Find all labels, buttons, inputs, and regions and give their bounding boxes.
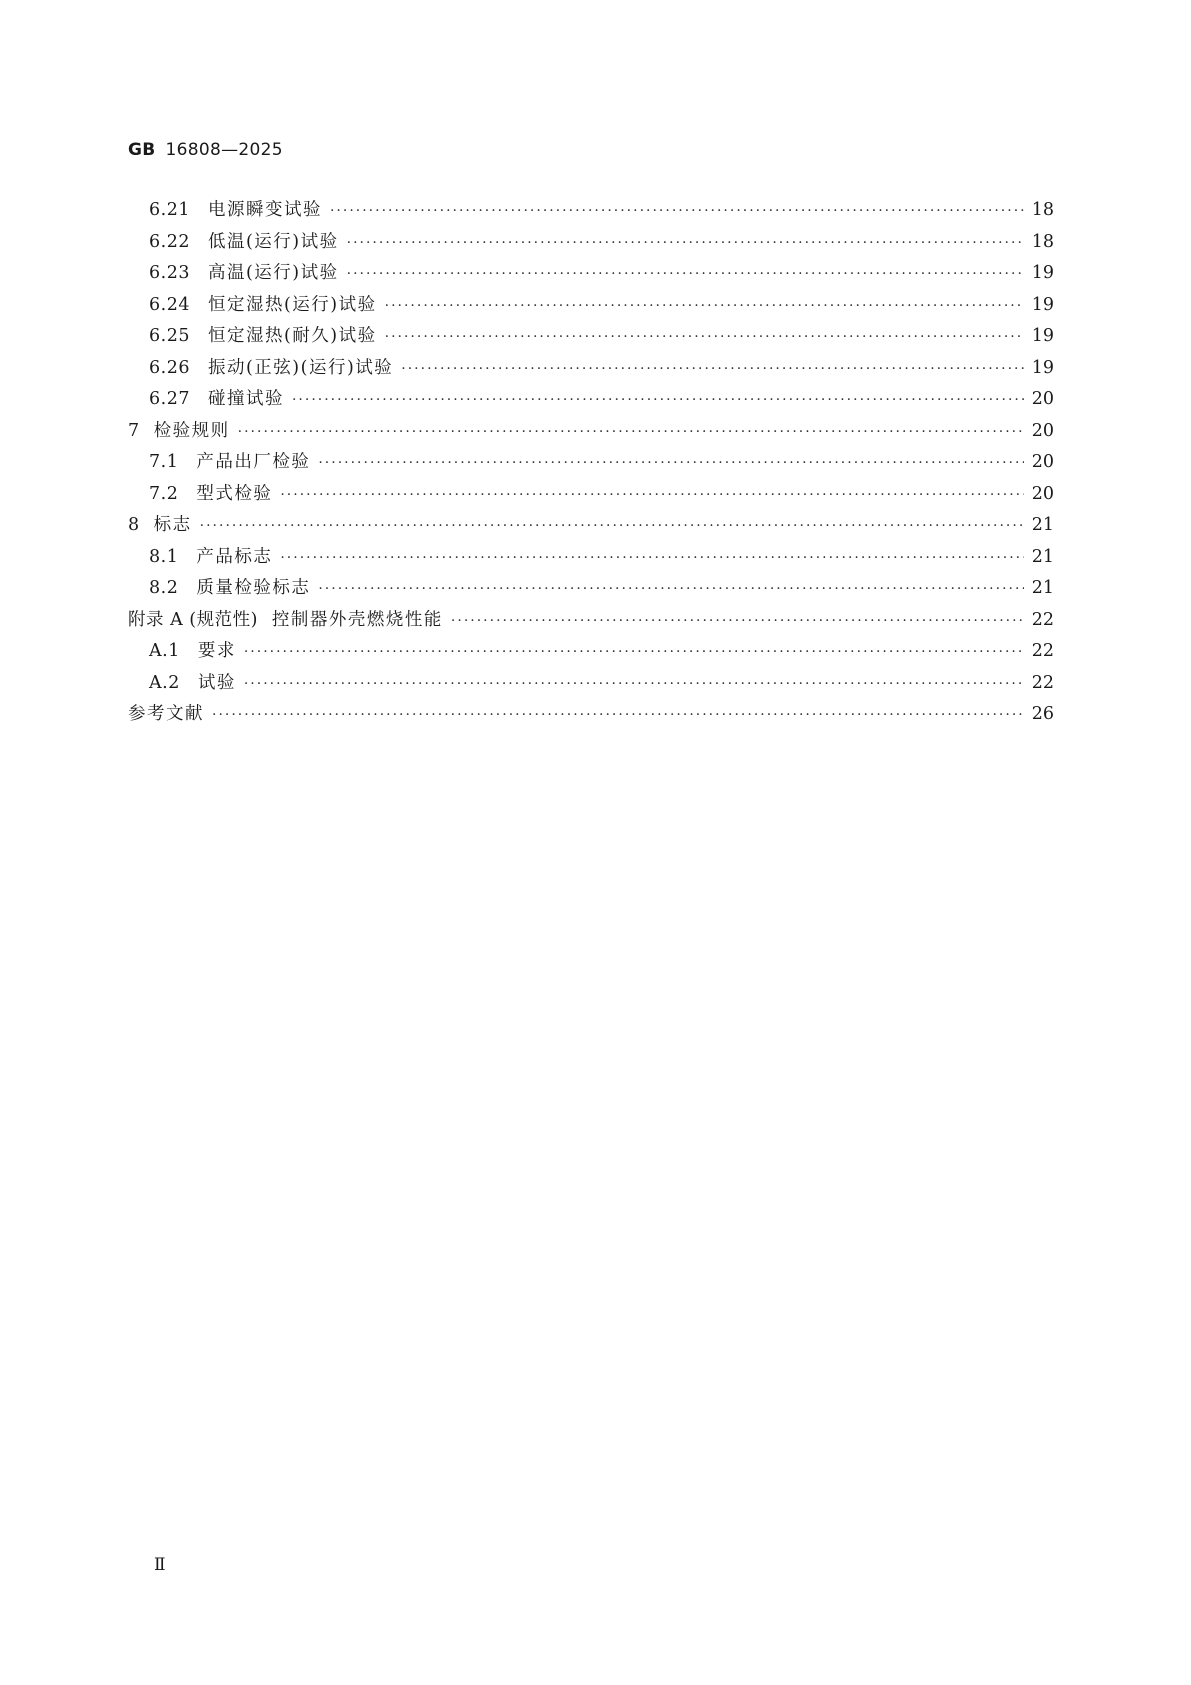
toc-entry[interactable] (128, 384, 1054, 416)
page-header (128, 140, 283, 160)
toc-entry-number: 8.1 (149, 546, 179, 567)
toc-entry[interactable] (128, 258, 1054, 290)
toc-entry-title: 型式检验 (196, 483, 273, 504)
toc-dot-leader (200, 511, 1024, 543)
toc-entry-title: 恒定湿热(运行)试验 (207, 294, 377, 315)
toc-entry-page: 20 (1031, 452, 1054, 472)
toc-entry-title: 控制器外壳燃烧性能 (271, 609, 443, 630)
toc-entry-number: 7 (128, 420, 140, 441)
toc-dot-leader (212, 700, 1024, 732)
toc-entry-page: 21 (1031, 515, 1054, 535)
toc-entry[interactable] (128, 195, 1054, 227)
toc-entry-title: 恒定湿热(耐久)试验 (207, 326, 377, 346)
toc-entry[interactable] (128, 668, 1054, 700)
toc-entry-page: 21 (1031, 578, 1054, 598)
toc-dot-leader (280, 480, 1024, 512)
table-of-contents (128, 195, 1054, 731)
toc-entry-title: 标志 (153, 515, 192, 535)
toc-entry-page: 18 (1031, 231, 1054, 252)
toc-entry-page: 19 (1031, 294, 1054, 315)
toc-entry[interactable] (128, 479, 1054, 511)
toc-dot-leader (451, 606, 1024, 638)
toc-entry-page: 18 (1031, 200, 1054, 220)
toc-entry-page: 26 (1031, 704, 1054, 724)
page-number: Ⅱ (154, 1555, 166, 1575)
toc-entry-title: 高温(运行)试验 (207, 263, 339, 283)
toc-dot-leader (401, 354, 1024, 386)
toc-entry-page: 22 (1031, 609, 1054, 630)
toc-entry-title: 检验规则 (153, 420, 230, 441)
toc-entry-page: 22 (1031, 672, 1054, 693)
toc-dot-leader (318, 448, 1024, 480)
toc-entry-number: 6.26 (149, 357, 190, 378)
toc-entry-page: 20 (1031, 389, 1054, 409)
toc-entry[interactable] (128, 573, 1054, 605)
toc-entry-number: 6.22 (149, 231, 190, 252)
toc-entry[interactable] (128, 636, 1054, 668)
standard-number: 16808—2025 (165, 140, 283, 160)
toc-dot-leader (318, 574, 1024, 606)
toc-entry-title: 碰撞试验 (207, 389, 284, 409)
toc-entry-title: 试验 (197, 672, 236, 693)
toc-entry-number: A.1 (149, 641, 180, 661)
toc-entry-page: 20 (1031, 483, 1054, 504)
toc-entry[interactable] (128, 699, 1054, 731)
toc-entry-number: 6.21 (149, 200, 190, 220)
toc-dot-leader (385, 291, 1024, 323)
toc-entry-number: 6.27 (149, 389, 190, 409)
toc-entry-number: 6.23 (149, 263, 190, 283)
toc-entry-title: 产品标志 (196, 546, 273, 567)
toc-entry-title: 质量检验标志 (196, 578, 311, 598)
toc-entry[interactable] (128, 605, 1054, 637)
toc-dot-leader (238, 417, 1024, 449)
toc-dot-leader (385, 322, 1024, 354)
toc-entry[interactable] (128, 227, 1054, 259)
toc-dot-leader (347, 228, 1024, 260)
toc-entry-page: 19 (1031, 326, 1054, 346)
toc-entry-page: 19 (1031, 357, 1054, 378)
toc-entry-title: 低温(运行)试验 (207, 231, 339, 252)
toc-dot-leader (330, 196, 1024, 228)
standard-prefix: GB (128, 140, 156, 160)
toc-dot-leader (292, 385, 1024, 417)
toc-entry-title: 电源瞬变试验 (207, 200, 322, 220)
toc-dot-leader (244, 669, 1024, 701)
toc-entry-number: 8.2 (149, 578, 179, 598)
toc-dot-leader (347, 259, 1024, 291)
toc-entry[interactable] (128, 447, 1054, 479)
toc-entry-number: 6.24 (149, 294, 190, 315)
toc-entry[interactable] (128, 290, 1054, 322)
toc-entry-number: 7.1 (149, 452, 179, 472)
toc-entry-title: 振动(正弦)(运行)试验 (207, 357, 394, 378)
toc-entry[interactable] (128, 542, 1054, 574)
toc-entry-title: 参考文献 (128, 704, 204, 724)
toc-entry-title: 产品出厂检验 (196, 452, 311, 472)
toc-entry-title: 要求 (197, 641, 236, 661)
toc-entry-page: 20 (1031, 420, 1054, 441)
toc-entry[interactable] (128, 321, 1054, 353)
toc-dot-leader (244, 637, 1024, 669)
toc-dot-leader (280, 543, 1024, 575)
toc-entry-number: 8 (128, 515, 140, 535)
toc-entry-number: 7.2 (149, 483, 179, 504)
toc-entry-page: 21 (1031, 546, 1054, 567)
toc-entry-page: 19 (1031, 263, 1054, 283)
toc-entry-number: 6.25 (149, 326, 190, 346)
toc-entry[interactable] (128, 416, 1054, 448)
toc-entry[interactable] (128, 353, 1054, 385)
toc-entry[interactable] (128, 510, 1054, 542)
toc-entry-page: 22 (1031, 641, 1054, 661)
toc-entry-number: A.2 (149, 672, 180, 693)
toc-entry-number: 附录 A (规范性) (128, 609, 258, 630)
